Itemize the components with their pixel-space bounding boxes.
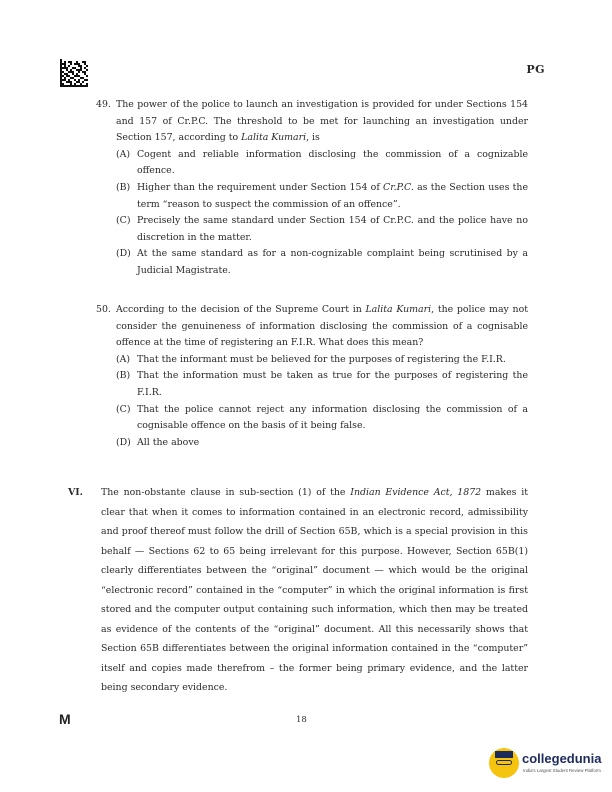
- logo-name: collegedunia: [522, 751, 602, 766]
- paper-code: PG: [526, 63, 545, 76]
- act-name: Indian Evidence Act, 1872: [350, 487, 482, 498]
- question-49: [96, 97, 528, 280]
- passage-vi: [68, 483, 528, 698]
- case-name: Lalita Kumari: [365, 304, 432, 315]
- logo-tagline: India's Largest Student Review Platform: [523, 768, 601, 773]
- option-c: (C) Precisely the same standard under Section 154 of Cr.P.C. and the police have no discretion in the matter.: [116, 215, 528, 243]
- page-number: 18: [296, 715, 307, 725]
- question-text: According to the decision of the Supreme Court in Lalita Kumari, the police may not consider the genuineness of information disclosing the commission of a cognisable offence at the time of registering an F.I.R. What does this mean?: [116, 304, 528, 349]
- option-d: (D) All the above: [116, 436, 200, 448]
- set-code: M: [59, 711, 71, 727]
- option-b: (B) That the information must be taken as true for the purposes of registering the F.I.R.: [116, 370, 528, 398]
- section-number: VI.: [68, 487, 83, 498]
- question-number: 50.: [96, 304, 111, 315]
- option-a: (A) Cogent and reliable information disclosing the commission of a cognizable offence.: [116, 148, 528, 177]
- collegedunia-logo: [486, 746, 602, 780]
- case-name: Lalita Kumari: [241, 132, 307, 144]
- question-number: 49.: [96, 99, 111, 110]
- option-a: (A) That the informant must be believed for the purposes of registering the F.I.R.: [116, 353, 506, 365]
- datamatrix-code-icon: [60, 59, 88, 87]
- option-b: (B) Higher than the requirement under Section 154 of Cr.P.C. as the Section uses the term “reason to suspect the commission of an offence”.: [116, 181, 528, 210]
- question-50: [96, 302, 528, 451]
- question-text: The power of the police to launch an investigation is provided for under Sections 154 and 157 of Cr.P.C. The threshold to be met for launching an investigation under Section 157, according to Lalita Kumari, is: [116, 99, 528, 144]
- option-d: (D) At the same standard as for a non-cognizable complaint being scrutinised by a Judicial Magistrate.: [116, 248, 528, 276]
- option-c: (C) That the police cannot reject any information disclosing the commission of a cognisable offence on the basis of it being false.: [116, 403, 528, 432]
- passage-text: The non-obstante clause in sub-section (1) of the Indian Evidence Act, 1872 makes it clear that when it comes to information contained in an electronic record, admissibility and proof thereof must follow the drill of Section 65B, which is a special provision in this behalf — Sections 62 to 65 being irrelevant for this purpose. However, Section 65B(1) clearly differentiates between the “original” document — which would be the original “electronic record” contained in the “computer” in which the original information is first stored and the computer output containing such information, which then may be treated as evidence of the contents of the “original” document. All this necessarily shows that Section 65B differentiates between the original information contained in the “computer” itself and copies made therefrom – the former being primary evidence, and the latter being secondary evidence.: [101, 487, 528, 693]
